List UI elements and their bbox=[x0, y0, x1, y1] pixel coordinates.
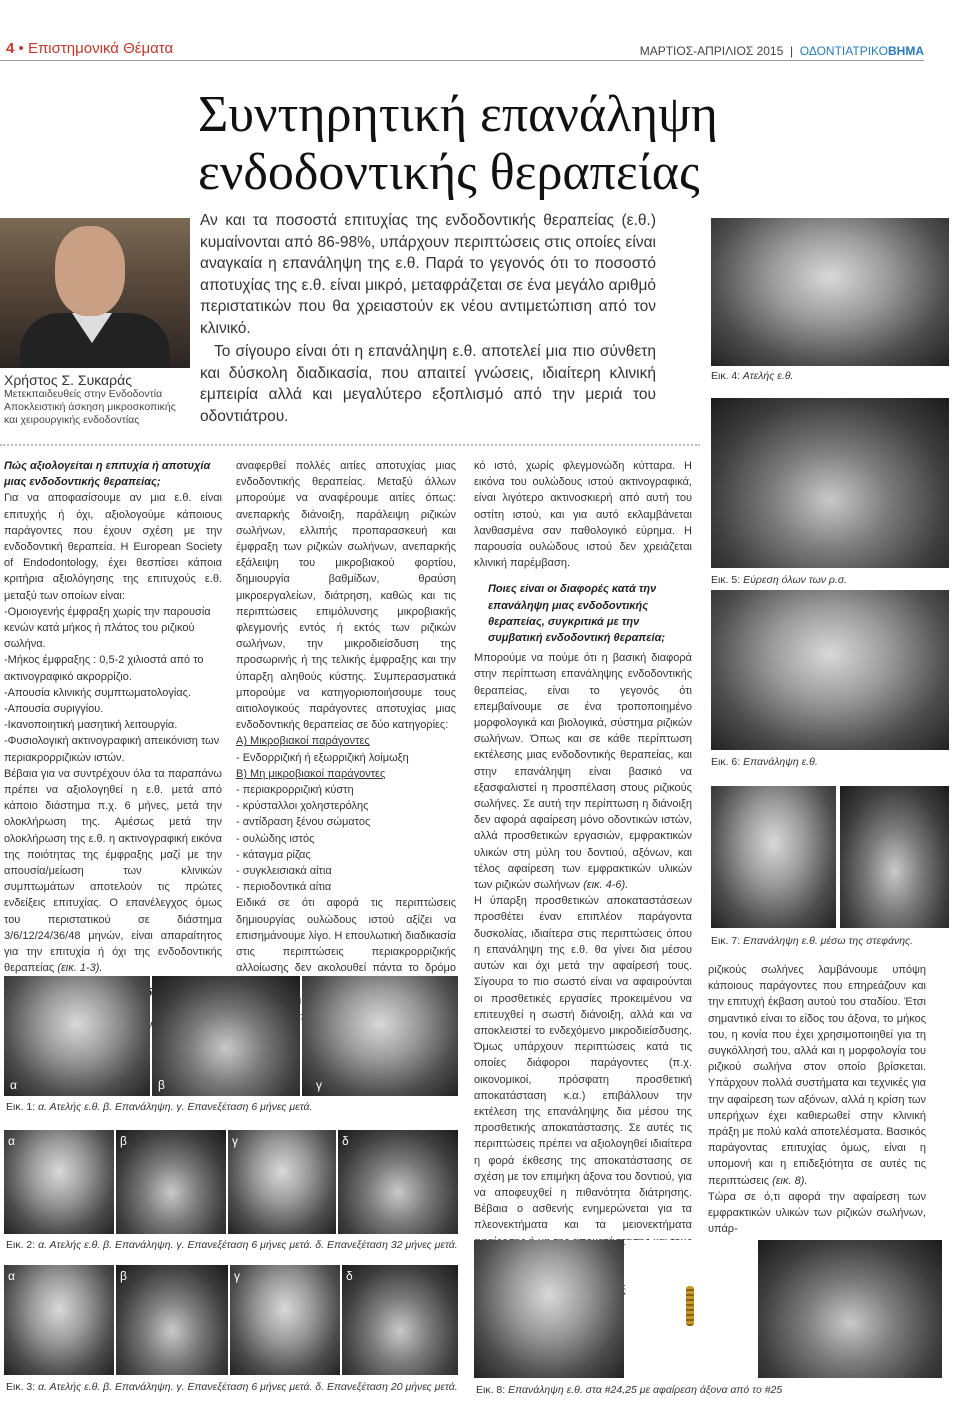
figure-3-caption: Εικ. 3: α. Ατελής ε.θ. β. Επανάληψη. γ. Επανεξέταση 6 μήνες μετά. δ. Επανεξέταση 20 μήνες μετά. bbox=[6, 1381, 458, 1393]
category-a-item: - Ενδορριζική ή εξωρριζική λοίμωξη bbox=[236, 751, 409, 764]
figure-2c-image bbox=[228, 1130, 336, 1234]
title-line-1: Συντηρητική επανάληψη bbox=[198, 86, 718, 143]
col3-heading: Ποιες είναι οι διαφορές κατά την επανάληψη μιας ενδοδοντικής θεραπείας, συγκριτικά με την συμβατική ενδοδοντική θεραπεία; bbox=[488, 583, 666, 645]
col2-paragraph-2: Ειδικά σε ότι αφορά τις περιπτώσεις δημιουργίας ουλώδους ιστού αξίζει να επισημάνουμε λίγο. Η επουλωτική διαδικασία στις περιπτώσεις περιακρορριζικής αλλοίωσης δεν ακολουθεί πάντα το δρόμο bbox=[236, 897, 456, 975]
author-name: Χρήστος Σ. Συκαράς bbox=[4, 372, 132, 388]
figure-6-image bbox=[711, 590, 949, 750]
magazine-brand: ΟΔΟΝΤΙΑΤΡΙΚΟΒΗΜΑ bbox=[799, 44, 924, 58]
article-lead bbox=[200, 210, 656, 429]
figure-7a-image bbox=[711, 786, 836, 928]
figure-8c-image bbox=[758, 1240, 942, 1378]
lead-paragraph-2: Το σίγουρο είναι ότι η επανάληψη ε.θ. αποτελεί μια πιο σύνθετη και δύσκολη διαδικασία, που απαιτεί γνώσεις, ιδιαίτερη κλινική εμπειρία αλλά και μεγαλύτερο εξοπλισμό από την μεριά του οδοντιάτρου. bbox=[200, 343, 656, 425]
col4-paragraph-1: ριζικούς σωλήνες λαμβάνουμε υπόψη κάποιους παράγοντες που επηρεάζουν και την επιτυχή έκβαση αυτού του σταδίου. Έτσι σημαντικό είναι το είδος του άξονα, το μήκος του, η κονία που έχει χρησιμοποιηθεί για τη συγκόλλησή του, αλλά και η μορφολογία του ριζικού σωλήνα στον οποίο βρίσκεται. Υπάρχουν πολλά συστήματα και τεχνικές για την αφαίρεση των αξόνων, αλλά η κρίση των υπερήχων έχει καθιερωθεί στην κλινική πράξη με πολύ καλά αποτελέσματα. Βασικός παράγοντας επιτυχίας όμως, είναι η υπομονή και η επιδεξιότητα σε αυτές τις περιπτώσεις (εικ. 8). bbox=[708, 964, 926, 1187]
figure-8a-image bbox=[474, 1240, 624, 1378]
figure-label: γ bbox=[232, 1134, 238, 1148]
figure-3a-image bbox=[4, 1265, 114, 1375]
figure-5-image bbox=[711, 398, 949, 568]
issue-header: ΜΑΡΤΙΟΣ-ΑΠΡΙΛΙΟΣ 2015 | ΟΔΟΝΤΙΑΤΡΙΚΟΒΗΜΑ bbox=[639, 44, 924, 58]
column-3 bbox=[474, 458, 692, 1315]
criteria-item: -Μήκος έμφραξης : 0,5-2 χιλιοστά από το ακτινογραφικό ακρορρίζιο. bbox=[4, 654, 204, 683]
figure-3d-image bbox=[342, 1265, 458, 1375]
figure-3b-image bbox=[116, 1265, 228, 1375]
figure-label: γ bbox=[316, 1078, 322, 1092]
col2-paragraph-1: αναφερθεί πολλές αιτίες αποτυχίας μιας ενδοδοντικής θεραπείας. Μεταξύ άλλων μπορούμε να αναφέρουμε αιτίες όπως: ανεπαρκής διάνοιξη, παράλειψη ριζικών σωλήνων, ελλιπής προπαρασκευή και έμφραξη των ριζικών σωλήνων, ανεπαρκής εξάλειψη του μικροβιακού φορτίου, δημιουργία βαθμίδων, θραύση μικροεργαλείων, διάτρηση, καθώς και τις περιπτώσεις επιμόλυνσης μικροβιακής φλεγμονής εντός ή εκτός των ριζικών σωλήνων, την μικροδιείσδυση της προσωρινής ή της τελικής έμφραξης και την ύπαρξη αληθούς κύστης. Συμπερασματικά μπορούμε να κατηγοριοποιήσουμε τους αιτιολογικούς παράγοντες αποτυχίας μιας ενδοδοντικής θεραπείας σε δύο κατηγορίες: bbox=[236, 460, 456, 732]
category-b-heading: Β) Μη μικροβιακοί παράγοντες bbox=[236, 767, 386, 780]
figure-label: β bbox=[120, 1134, 127, 1148]
criteria-item: -Ομοιογενής έμφραξη χωρίς την παρουσία κενών κατά μήκος ή πλάτος του ριζικού σωλήνα. bbox=[4, 605, 211, 651]
col1-paragraph-2: Βέβαια για να συντρέχουν όλα τα παραπάνω πρέπει να αξιολογηθεί η ε.θ. μετά από κάποιο διάστημα π.χ. 6 μήνες, μετά την ολοκλήρωση της. Αμέσως μετά την ολοκλήρωση της ε.θ. η ακτινογραφική εικόνα της ποιότητας της έμφραξης μαζί με την απουσία/μείωση των κλινικών συμπτωμάτων αποτελούν τις πρώτες ενδείξεις επιτυχίας. Ο επανέλεγχος όμως του περιστατικού σε διάστημα 3/6/12/24/36/48 μηνών, είναι απαραίτητος για την επιτυχία ή όχι της ενδοδοντικής θεραπείας (εικ. 1-3). bbox=[4, 767, 222, 975]
section-divider bbox=[0, 444, 700, 446]
category-a-heading: Α) Μικροβιακοί παράγοντες bbox=[236, 735, 370, 748]
criteria-item: -Απουσία συριγγίου. bbox=[4, 703, 104, 716]
figure-7b-image bbox=[840, 786, 949, 928]
col3-paragraph-2: Μπορούμε να πούμε ότι η βασική διαφορά στην περίπτωση επανάληψης ενδοδοντικής θεραπείας, είναι το γεγονός ότι επεμβαίνουμε σε ένα τροποποιημένο μορφολογικά και βιολογικά, σύστημα ριζικών σωλήνων. Όπως και σε κάθε περίπτωση εκτέλεσης μιας ενδοδοντικής θεραπείας, και στην επανάληψη είναι βασικό να εξασφαλιστεί η προσπέλαση στους ριζικούς σωλήνες. Σε αυτή την περίπτωση η διάνοιξη δεν αφορά αφαίρεση μόνο οδοντικών ιστών, αλλά προσθετικών εργασιών, εμφρακτικών υλικών στη μύλη του δοντιού, αξόνων, και τέλος αφαίρεση των εμφρακτικών υλικών των ριζικών σωλήνων (εικ. 4-6). bbox=[474, 652, 692, 892]
figure-4-image bbox=[711, 218, 949, 366]
col4-paragraph-2: Τώρα σε ό,τι αφορά την αφαίρεση των εμφρακτικών υλικών των ριζικών σωλήνων, υπάρ- bbox=[708, 1190, 926, 1236]
figure-label: β bbox=[158, 1078, 165, 1092]
author-photo bbox=[0, 218, 190, 368]
col3-paragraph-1: κό ιστό, χωρίς φλεγμονώδη κύτταρα. Η εικόνα του ουλώδους ιστού ακτινογραφικά, είναι λιγότερο ακτινοσκιερή από αυτή του οστίτη ιστού, και για αυτό εκλαμβάνεται λανθασμένα σαν παθολογικό εύρημα. Η παρουσία ουλώδους ιστού δεν χρειάζεται κλινική παρέμβαση. bbox=[474, 460, 692, 570]
criteria-item: -Φυσιολογική ακτινογραφική απεικόνιση των περιακρορριζικών ιστών. bbox=[4, 735, 220, 764]
column-2 bbox=[236, 458, 456, 1025]
category-b-item: - αντίδραση ξένου σώματος bbox=[236, 816, 371, 829]
figure-2b-image bbox=[116, 1130, 226, 1234]
lead-paragraph-1: Αν και τα ποσοστά επιτυχίας της ενδοδοντικής θεραπείας (ε.θ.) κυμαίνονται από 86-98%, υπάρχουν περιπτώσεις στις οποίες είναι αναγκαία η επανάληψη της ε.θ. Παρά το γεγονός ότι το ποσοστό αποτυχίας της ε.θ. είναι μικρό, μεταφράζεται σε ένα μεγάλο αριθμό περιστατικών που θα χρειαστούν εκ νέου αντιμετώπιση από τον κλινικό. bbox=[200, 212, 656, 337]
figure-2d-image bbox=[338, 1130, 458, 1234]
figure-label: δ bbox=[342, 1134, 349, 1148]
issue-date: ΜΑΡΤΙΟΣ-ΑΠΡΙΛΙΟΣ 2015 bbox=[639, 44, 784, 58]
figure-8b-image bbox=[626, 1240, 756, 1378]
figure-8-caption: Εικ. 8: Επανάληψη ε.θ. στα #24,25 με αφαίρεση άξονα από το #25 bbox=[476, 1384, 783, 1396]
figure-2-caption: Εικ. 2: α. Ατελής ε.θ. β. Επανάληψη. γ. Επανεξέταση 6 μήνες μετά. δ. Επανεξέταση 32 μήνες μετά. bbox=[6, 1239, 458, 1251]
article-title bbox=[198, 86, 738, 202]
figure-5-caption: Εικ. 5: Εύρεση όλων των ρ.σ. bbox=[711, 574, 848, 586]
figure-1a-image bbox=[4, 976, 150, 1096]
figure-label: δ bbox=[346, 1269, 353, 1283]
category-b-item: - περιακρορριζική κύστη bbox=[236, 784, 354, 797]
figure-1c-image bbox=[302, 976, 458, 1096]
category-b-item: - κρύσταλλοι χοληστερόλης bbox=[236, 800, 369, 813]
page-section-header: 4 • Επιστημονικά Θέματα bbox=[6, 40, 174, 57]
figure-1b-image bbox=[152, 976, 300, 1096]
category-b-item: - περιοδοντικά αίτια bbox=[236, 881, 332, 894]
col3-paragraph-3: Η ύπαρξη προσθετικών αποκαταστάσεων προσθέτει έναν επιπλέον παράγοντα δυσκολίας, ιδιαίτερα στις περιπτώσεις όπου η επανάληψη της ε.θ. θα γίνει δια μέσου αυτών και όχι μετά την αφαίρεσή τους. Σίγουρα το πιο σωστό είναι να αφαιρούνται οι προσθετικές εργασίες προκειμένου να επιτευχθεί η σωστή διάνοιξη, αλλά και να αποκλειστεί το ενδεχόμενο μικροδιείσδυσης. Όμως υπάρχουν περιπτώσεις κατά τις οποίες διάφοροι παράγοντες (π.χ. οικονομικοί, πρόσφατη προσθετική αποκατάσταση κ.α.) επιβάλλουν την εκτέλεση της επανάληψης δια μέσου της προσθετικής αποκατάστασης. Σε αυτές τις περιπτώσεις πρέπει να αξιολογηθεί ιδιαίτερα η φορά έκθεσης της αποκατάστασης σε σχέση με τον επιμήκη άξονα του δοντιού, για να αποφευχθεί η πιθανότητα διάτρησης. Βέβαια ο ασθενής ενημερώνεται για τα πλεονεκτήματα και τα μειονεκτήματα bbox=[474, 895, 692, 1232]
column-4 bbox=[708, 962, 926, 1237]
figure-3c-image bbox=[230, 1265, 340, 1375]
category-b-item: - κάταγμα ρίζας bbox=[236, 848, 311, 861]
category-b-item: - ουλώδης ιστός bbox=[236, 832, 315, 845]
figure-1-caption: Εικ. 1: α. Ατελής ε.θ. β. Επανάληψη. γ. Επανεξέταση 6 μήνες μετά. bbox=[6, 1101, 313, 1113]
figure-label: α bbox=[8, 1269, 15, 1283]
figure-7-caption: Εικ. 7: Επανάληψη ε.θ. μέσω της στεφάνης. bbox=[711, 935, 914, 947]
figure-label: α bbox=[8, 1134, 15, 1148]
figure-6-caption: Εικ. 6: Επανάληψη ε.θ. bbox=[711, 756, 818, 768]
criteria-item: -Ικανοποιητική μασητική λειτουργία. bbox=[4, 719, 178, 732]
removed-post bbox=[686, 1286, 694, 1326]
criteria-item: -Απουσία κλινικής συμπτωματολογίας. bbox=[4, 686, 191, 699]
page-number: 4 bbox=[6, 40, 15, 57]
figure-label: γ bbox=[234, 1269, 240, 1283]
author-role: Μετεκπαιδευθείς στην Ενδοδοντία Αποκλειστική άσκηση μικροσκοπικής και χειρουργικής ενδοδοντίας bbox=[4, 388, 176, 426]
category-b-item: - συγκλεισιακά αίτια bbox=[236, 865, 332, 878]
figure-4-caption: Εικ. 4: Ατελής ε.θ. bbox=[711, 370, 794, 382]
col1-heading: Πώς αξιολογείται η επιτυχία ή αποτυχία μιας ενδοδοντικής θεραπείας; bbox=[4, 460, 211, 489]
figure-2a-image bbox=[4, 1130, 114, 1234]
title-line-2: ενδοδοντικής θεραπείας bbox=[198, 144, 700, 201]
section-name: Επιστημονικά Θέματα bbox=[27, 40, 174, 57]
figure-label: β bbox=[120, 1269, 127, 1283]
column-1 bbox=[4, 458, 222, 1049]
col1-paragraph-1: Για να αποφασίσουμε αν μια ε.θ. είναι επιτυχής ή όχι, αξιολογούμε κάποιους παράγοντες που έχουν σχέση με την ενδοδοντική θεραπεία. Η European Society of Endodontology, έχει θεσπίσει κάποια κριτήρια αξιολόγησης της επιτυχούς ε.θ. μεταξύ των οποίων είναι: bbox=[4, 492, 222, 602]
header-rule bbox=[0, 60, 924, 61]
figure-label: α bbox=[10, 1078, 17, 1092]
